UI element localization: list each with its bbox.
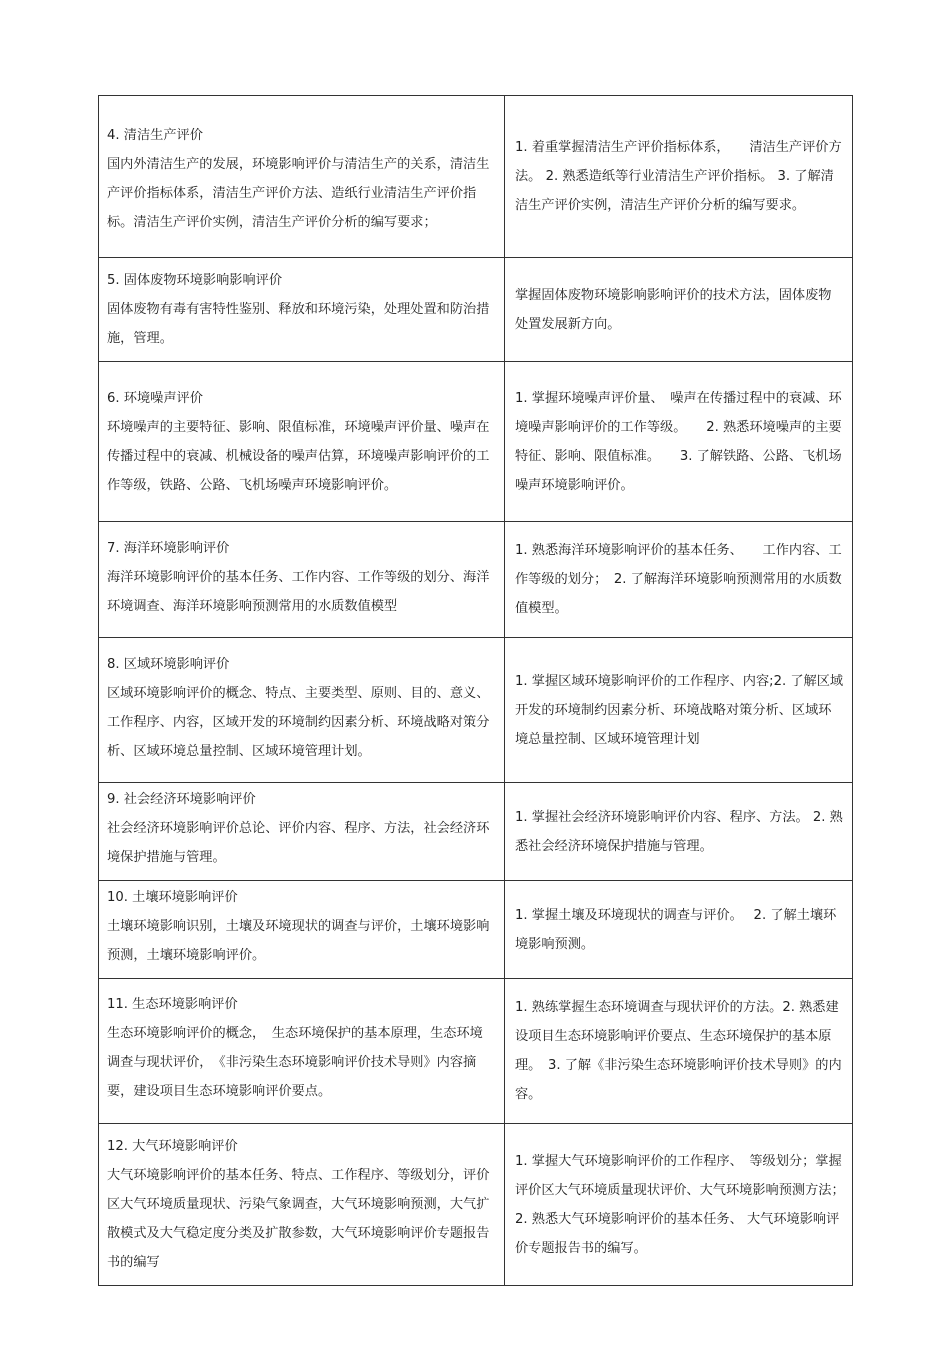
topic-cell <box>99 881 505 979</box>
requirement-cell <box>505 881 853 979</box>
table-row <box>99 783 853 881</box>
topic-content: 社会经济环境影响评价总论、评价内容、程序、方法，社会经济环境保护措施与管理。 <box>107 821 490 865</box>
topic-title: 6. 环境噪声评价 <box>107 390 203 406</box>
table-row <box>99 881 853 979</box>
topic-cell <box>99 638 505 783</box>
topic-cell <box>99 258 505 362</box>
topic-content: 环境噪声的主要特征、影响、限值标准，环境噪声评价量、噪声在传播过程中的衰减、机械设备的噪声估算，环境噪声影响评价的工作等级，铁路、公路、飞机场噪声环境影响评价。 <box>107 419 490 493</box>
topic-title: 10. 土壤环境影响评价 <box>107 890 238 905</box>
requirement-cell <box>505 96 853 258</box>
topic-content: 国内外清洁生产的发展，环境影响评价与清洁生产的关系，清洁生产评价指标体系，清洁生产评价方法、造纸行业清洁生产评价指标。清洁生产评价实例，清洁生产评价分析的编写要求； <box>107 157 490 230</box>
topic-cell <box>99 522 505 638</box>
topic-title: 12. 大气环境影响评价 <box>107 1139 238 1154</box>
table-row <box>99 96 853 258</box>
requirement-cell <box>505 362 853 522</box>
topic-cell <box>99 96 505 258</box>
requirement-text: 1. 掌握社会经济环境影响评价内容、程序、方法。 2. 熟悉社会经济环境保护措施与管理。 <box>515 809 843 854</box>
topic-content: 固体废物有毒有害特性鉴别、释放和环境污染，处理处置和防治措施，管理。 <box>107 302 490 346</box>
table-row <box>99 979 853 1124</box>
requirement-cell <box>505 638 853 783</box>
requirement-text: 1. 熟悉海洋环境影响评价的基本任务、 工作内容、工作等级的划分； 2. 了解海洋环境影响预测常用的水质数值模型。 <box>515 543 842 616</box>
topic-cell <box>99 1124 505 1286</box>
table-row <box>99 258 853 362</box>
topic-title: 4. 清洁生产评价 <box>107 128 203 143</box>
table-row <box>99 1124 853 1286</box>
topic-content: 大气环境影响评价的基本任务、特点、工作程序、等级划分，评价区大气环境质量现状、污染气象调查，大气环境影响预测，大气扩散模式及大气稳定度分类及扩散参数，大气环境影响评价专题报告书的编写 <box>107 1168 490 1270</box>
topic-content: 海洋环境影响评价的基本任务、工作内容、工作等级的划分、海洋环境调查、海洋环境影响预测常用的水质数值模型 <box>107 570 490 614</box>
table-row <box>99 522 853 638</box>
topic-cell <box>99 362 505 522</box>
requirement-cell <box>505 1124 853 1286</box>
topic-title: 11. 生态环境影响评价 <box>107 997 238 1012</box>
requirement-cell <box>505 258 853 362</box>
table-row <box>99 362 853 522</box>
topic-title: 5. 固体废物环境影响影响评价 <box>107 273 283 288</box>
requirement-text: 1. 掌握区域环境影响评价的工作程序、内容;2. 了解区域开发的环境制约因素分析、环境战略对策分析、区域环境总量控制、区域环境管理计划 <box>515 673 844 747</box>
requirement-text: 掌握固体废物环境影响影响评价的技术方法，固体废物处置发展新方向。 <box>515 287 832 332</box>
requirement-text: 1. 掌握环境噪声评价量、 噪声在传播过程中的衰减、环境噪声影响评价的工作等级。 2. 熟悉环境噪声的主要特征、影响、限值标准。 3. 了解铁路、公路、飞机场噪声环境影响评价。 <box>515 390 842 493</box>
topic-cell <box>99 783 505 881</box>
table-row <box>99 638 853 783</box>
topic-content: 区域环境影响评价的概念、特点、主要类型、原则、目的、意义、工作程序、内容，区域开发的环境制约因素分析、环境战略对策分析、区域环境总量控制、区域环境管理计划。 <box>107 686 490 759</box>
syllabus-table-body <box>99 96 853 1286</box>
topic-cell <box>99 979 505 1124</box>
requirement-text: 1. 着重掌握清洁生产评价指标体系， 清洁生产评价方法。 2. 熟悉造纸等行业清洁生产评价指标。 3. 了解清洁生产评价实例，清洁生产评价分析的编写要求。 <box>515 140 842 213</box>
topic-title: 7. 海洋环境影响评价 <box>107 541 230 556</box>
topic-title: 8. 区域环境影响评价 <box>107 657 230 672</box>
requirement-text: 1. 熟练掌握生态环境调查与现状评价的方法。2. 熟悉建设项目生态环境影响评价要点、生态环境保护的基本原理。 3. 了解《非污染生态环境影响评价技术导则》的内容。 <box>515 1000 842 1102</box>
topic-title: 9. 社会经济环境影响评价 <box>107 792 256 807</box>
requirement-cell <box>505 522 853 638</box>
requirement-text: 1. 掌握大气环境影响评价的工作程序、 等级划分；掌握评价区大气环境质量现状评价、大气环境影响预测方法； 2. 熟悉大气环境影响评价的基本任务、 大气环境影响评价专题报告书的编写。 <box>515 1153 852 1256</box>
topic-content: 土壤环境影响识别，土壤及环境现状的调查与评价，土壤环境影响预测，土壤环境影响评价。 <box>107 919 490 963</box>
requirement-text: 1. 掌握土壤及环境现状的调查与评价。 2. 了解土壤环境影响预测。 <box>515 907 837 952</box>
requirement-cell <box>505 783 853 881</box>
topic-content: 生态环境影响评价的概念， 生态环境保护的基本原理，生态环境调查与现状评价， 《非污染生态环境影响评价技术导则》内容摘要，建设项目生态环境影响评价要点。 <box>107 1026 483 1099</box>
requirement-cell <box>505 979 853 1124</box>
syllabus-table <box>98 95 853 1286</box>
